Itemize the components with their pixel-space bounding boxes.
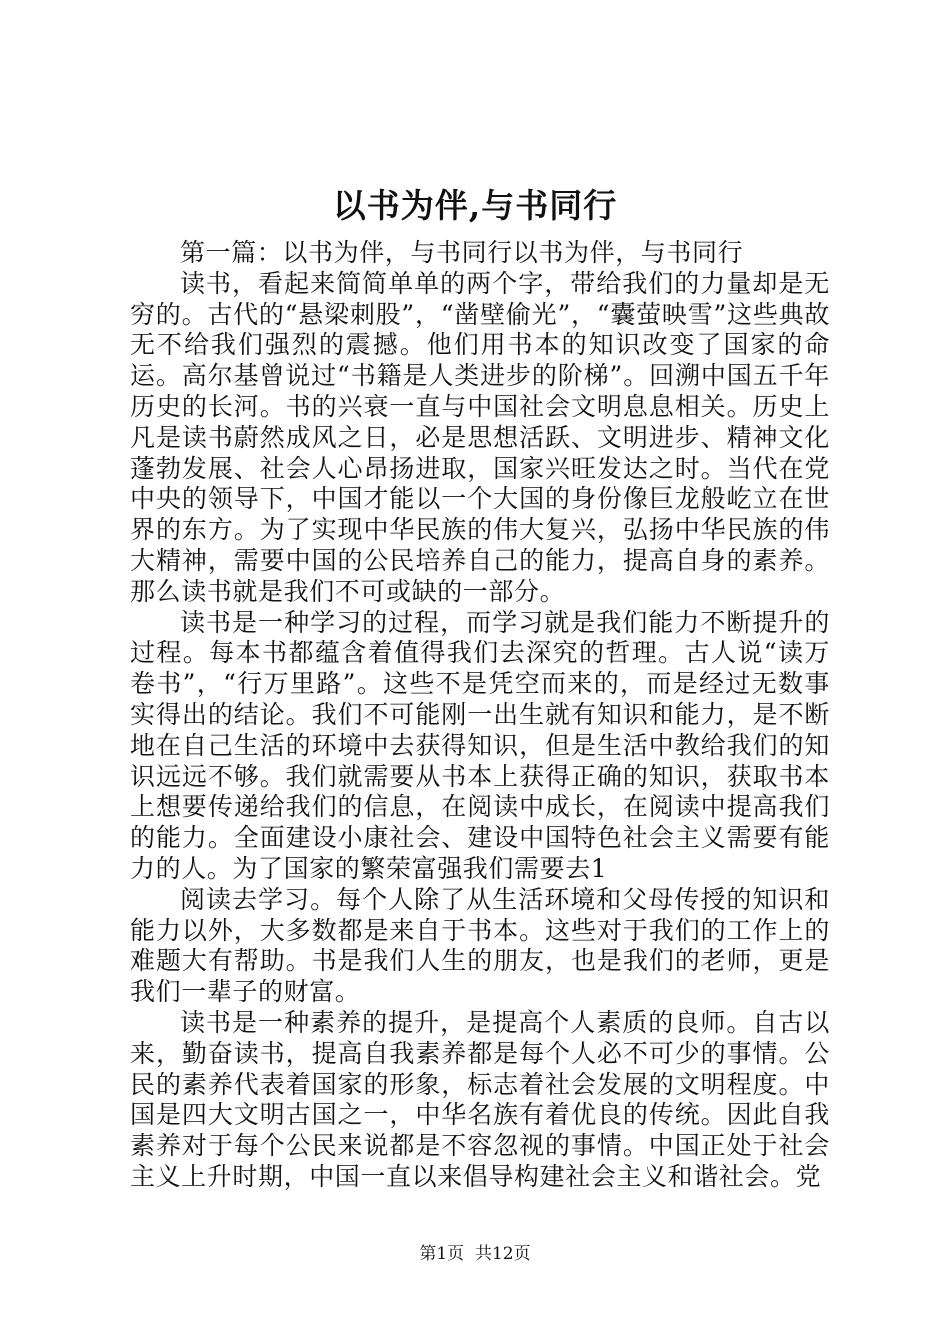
paragraph: 阅读去学习。每个人除了从生活环境和父母传授的知识和能力以外，大多数都是来自于书本。这些对于我们的工作上的难题大有帮助。书是我们人生的朋友，也是我们的老师，更是我们一辈子的财富。 — [130, 884, 830, 1007]
paragraph: 第一篇：以书为伴，与书同行以书为伴，与书同行 — [180, 238, 744, 267]
paragraph: 读书，看起来简简单单的两个字，带给我们的力量却是无穷的。古代的“悬梁刺股”，“凿壁偷光”，“囊萤映雪”这些典故无不给我们强烈的震撼。他们用书本的知识改变了国家的命运。高尔基曾说过“书籍是人类进步的阶梯”。回溯中国五千年历史的长河。书的兴衰一直与中国社会文明息息相关。历史上凡是读书蔚然成风之日，必是思想活跃、文明进步、精神文化蓬勃发展、社会人心昂扬进取，国家兴旺发达之时。当代在党中央的领导下，中国才能以一个大国的身份像巨龙般屹立在世界的东方。为了实现中华民族的伟大复兴，弘扬中华民族的伟大精神，需要中国的公民培养自己的能力，提高自身的素养。那么读书就是我们不可或缺的一部分。 — [130, 268, 830, 606]
paragraph: 读书是一种学习的过程，而学习就是我们能力不断提升的过程。每本书都蕴含着值得我们去深究的哲理。古人说“读万卷书”，“行万里路”。这些不是凭空而来的，而是经过无数事实得出的结论。我们不可能刚一出生就有知识和能力，是不断地在自己生活的环境中去获得知识，但是生活中教给我们的知识远远不够。我们就需要从书本上获得正确的知识，获取书本上想要传递给我们的信息，在阅读中成长，在阅读中提高我们的能力。全面建设小康社会、建设中国特色社会主义需要有能力的人。为了国家的繁荣富强我们需要去1 — [130, 607, 830, 883]
document-title: 以书为伴,与书同行 — [332, 186, 618, 225]
page-footer: 第1页 共12页 — [419, 1244, 531, 1264]
document-body — [130, 238, 830, 1193]
paragraph: 读书是一种素养的提升，是提高个人素质的良师。自古以来，勤奋读书，提高自我素养都是每个人必不可少的事情。公民的素养代表着国家的形象，标志着社会发展的文明程度。中国是四大文明古国之一，中华名族有着优良的传统。因此自我素养对于每个公民来说都是不容忽视的事情。中国正处于社会主义上升时期，中国一直以来倡导构建社会主义和谐社会。党 — [130, 1007, 830, 1191]
